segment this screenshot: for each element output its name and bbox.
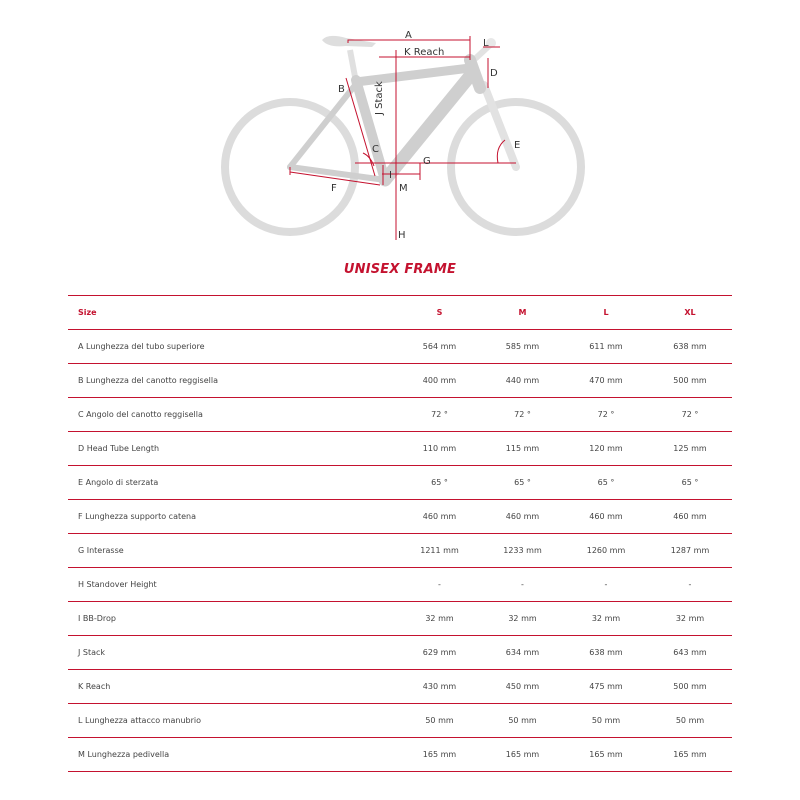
size-m-header: M <box>481 296 564 330</box>
label-k: K Reach <box>404 47 445 58</box>
row-value: 115 mm <box>481 432 564 466</box>
row-value: - <box>564 568 648 602</box>
geometry-table-body <box>68 330 732 772</box>
row-value: - <box>481 568 564 602</box>
row-value: 165 mm <box>648 738 732 772</box>
row-label: E Angolo di sterzata <box>68 466 398 500</box>
table-row <box>68 364 732 398</box>
table-row <box>68 670 732 704</box>
table-row <box>68 534 732 568</box>
row-value: 460 mm <box>481 500 564 534</box>
table-row <box>68 568 732 602</box>
table-row <box>68 636 732 670</box>
row-value: 500 mm <box>648 670 732 704</box>
row-value: 638 mm <box>648 330 732 364</box>
row-label: J Stack <box>68 636 398 670</box>
table-row <box>68 602 732 636</box>
row-value: 65 ° <box>564 466 648 500</box>
row-value: 585 mm <box>481 330 564 364</box>
label-j: J Stack <box>374 81 385 115</box>
row-label: B Lunghezza del canotto reggisella <box>68 364 398 398</box>
label-m: M <box>399 183 408 194</box>
bike-geometry-diagram <box>0 0 800 250</box>
row-label: G Interasse <box>68 534 398 568</box>
row-value: 475 mm <box>564 670 648 704</box>
row-value: - <box>398 568 481 602</box>
saddle <box>322 36 376 47</box>
row-value: 120 mm <box>564 432 648 466</box>
row-value: - <box>648 568 732 602</box>
label-i: I <box>389 170 392 181</box>
table-row <box>68 432 732 466</box>
label-e: E <box>514 140 521 151</box>
row-value: 65 ° <box>481 466 564 500</box>
geometry-table <box>68 295 732 772</box>
row-value: 400 mm <box>398 364 481 398</box>
row-value: 1260 mm <box>564 534 648 568</box>
row-value: 1233 mm <box>481 534 564 568</box>
row-value: 50 mm <box>398 704 481 738</box>
fork <box>484 85 516 167</box>
row-label: F Lunghezza supporto catena <box>68 500 398 534</box>
size-header: Size <box>68 296 398 330</box>
row-value: 32 mm <box>648 602 732 636</box>
row-value: 611 mm <box>564 330 648 364</box>
row-value: 72 ° <box>398 398 481 432</box>
table-row <box>68 500 732 534</box>
row-label: D Head Tube Length <box>68 432 398 466</box>
row-value: 460 mm <box>648 500 732 534</box>
row-value: 72 ° <box>648 398 732 432</box>
row-value: 110 mm <box>398 432 481 466</box>
label-l: L <box>483 38 489 49</box>
row-value: 32 mm <box>398 602 481 636</box>
label-g: G <box>423 156 431 167</box>
row-value: 32 mm <box>564 602 648 636</box>
row-value: 72 ° <box>481 398 564 432</box>
row-value: 638 mm <box>564 636 648 670</box>
label-b: B <box>338 84 345 95</box>
label-d: D <box>490 68 498 79</box>
frame-title: UNISEX FRAME <box>343 262 457 277</box>
row-value: 165 mm <box>398 738 481 772</box>
label-c: C <box>372 144 379 155</box>
row-label: K Reach <box>68 670 398 704</box>
row-label: H Standover Height <box>68 568 398 602</box>
row-value: 440 mm <box>481 364 564 398</box>
table-row <box>68 466 732 500</box>
row-label: I BB-Drop <box>68 602 398 636</box>
row-value: 460 mm <box>398 500 481 534</box>
row-label: L Lunghezza attacco manubrio <box>68 704 398 738</box>
row-label: M Lunghezza pedivella <box>68 738 398 772</box>
row-value: 643 mm <box>648 636 732 670</box>
row-value: 460 mm <box>564 500 648 534</box>
row-value: 450 mm <box>481 670 564 704</box>
label-f: F <box>331 183 337 194</box>
row-value: 470 mm <box>564 364 648 398</box>
row-value: 50 mm <box>648 704 732 738</box>
row-value: 1211 mm <box>398 534 481 568</box>
size-s-header: S <box>398 296 481 330</box>
row-value: 65 ° <box>398 466 481 500</box>
row-value: 629 mm <box>398 636 481 670</box>
size-xl-header: XL <box>648 296 732 330</box>
table-row <box>68 738 732 772</box>
row-label: A Lunghezza del tubo superiore <box>68 330 398 364</box>
row-value: 564 mm <box>398 330 481 364</box>
row-value: 50 mm <box>481 704 564 738</box>
table-header-row <box>68 296 732 330</box>
row-label: C Angolo del canotto reggisella <box>68 398 398 432</box>
table-row <box>68 704 732 738</box>
row-value: 500 mm <box>648 364 732 398</box>
row-value: 634 mm <box>481 636 564 670</box>
row-value: 32 mm <box>481 602 564 636</box>
table-row <box>68 330 732 364</box>
row-value: 65 ° <box>648 466 732 500</box>
label-h: H <box>398 230 406 241</box>
label-a: A <box>405 30 412 41</box>
row-value: 430 mm <box>398 670 481 704</box>
row-value: 125 mm <box>648 432 732 466</box>
row-value: 1287 mm <box>648 534 732 568</box>
row-value: 165 mm <box>564 738 648 772</box>
size-l-header: L <box>564 296 648 330</box>
row-value: 50 mm <box>564 704 648 738</box>
table-row <box>68 398 732 432</box>
row-value: 72 ° <box>564 398 648 432</box>
row-value: 165 mm <box>481 738 564 772</box>
